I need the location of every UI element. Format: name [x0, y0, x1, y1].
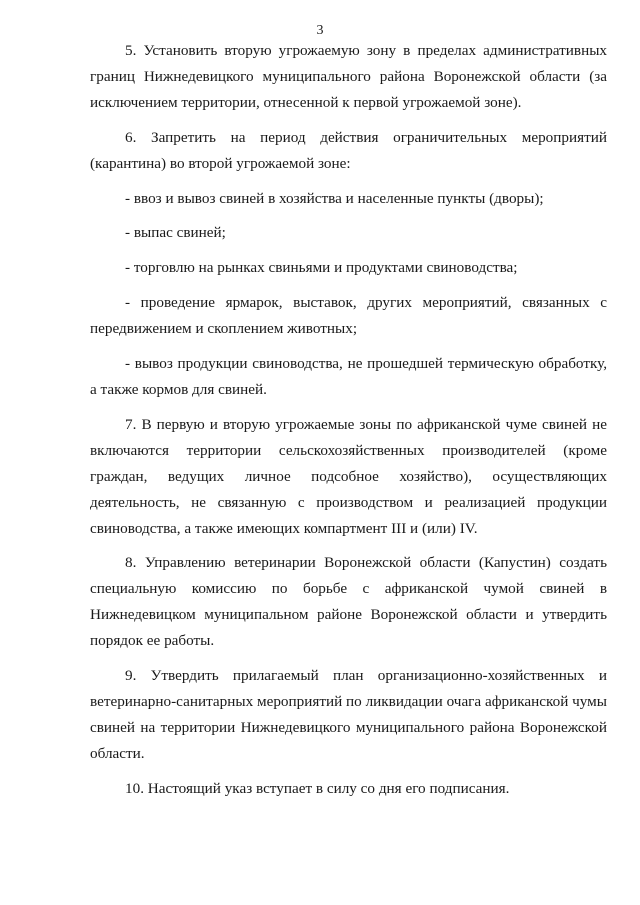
- list-item: - ввоз и вывоз свиней в хозяйства и населенные пункты (дворы);: [125, 189, 544, 207]
- paragraph-8: 8. Управлению ветеринарии Воронежской области (Капустин) создать специальную комиссию по борьбе с африканской чумой свиней в Нижнедевицком муниципальном районе Воронежской области и утвердить порядок ее работы.: [90, 554, 607, 650]
- list-item: - проведение ярмарок, выставок, других мероприятий, связанных с передвижением и скоплением животных;: [90, 294, 607, 338]
- document-body: [90, 38, 607, 802]
- paragraph-10: 10. Настоящий указ вступает в силу со дня его подписания.: [125, 779, 510, 797]
- paragraph-9: 9. Утвердить прилагаемый план организационно-хозяйственных и ветеринарно-санитарных мероприятий по ликвидации очага африканской чумы свиней на территории Нижнедевицкого муниципального района Воронежской области.: [90, 667, 607, 762]
- page-number: 3: [316, 23, 324, 38]
- list-item: - вывоз продукции свиноводства, не прошедшей термическую обработку, а также кормов для свиней.: [90, 355, 607, 398]
- list-item: - торговлю на рынках свиньями и продуктами свиноводства;: [125, 259, 518, 277]
- paragraph-5: 5. Установить вторую угрожаемую зону в пределах административных границ Нижнедевицкого муниципального района Воронежской области (за исключением территории, отнесенной к первой угрожаемой зоне).: [90, 42, 607, 111]
- paragraph-6: 6. Запретить на период действия ограничительных мероприятий (карантина) во второй угрожаемой зоне:: [90, 128, 607, 172]
- paragraph-7: 7. В первую и вторую угрожаемые зоны по африканской чуме свиней не включаются территории сельскохозяйственных производителей (кроме граждан, ведущих личное подсобное хозяйство), осуществляющих деятельность, не связанную с производством и реализацией продукции свиноводства, а также имеющих компартмент III и (или) IV.: [90, 415, 607, 537]
- list-item: - выпас свиней;: [125, 224, 226, 242]
